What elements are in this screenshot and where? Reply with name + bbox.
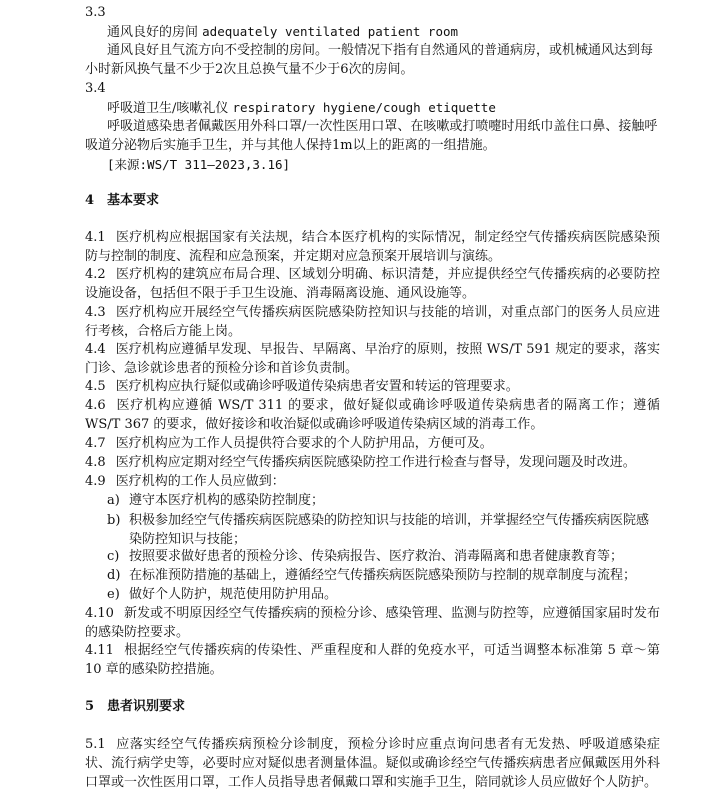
list-marker: a)	[107, 493, 120, 508]
chapter-heading	[85, 191, 159, 210]
clause-text: 医疗机构应定期对经空气传播疾病医院感染防控工作进行检查与督导，发现问题及时改进。	[115, 455, 636, 470]
clause-number: 4.6	[85, 398, 106, 413]
term-source: [来源:WS/T 311—2023,3.16]	[107, 157, 291, 172]
clause-4-10	[85, 604, 660, 642]
list-marker: e)	[107, 587, 120, 602]
clause-number: 4.7	[85, 436, 106, 451]
list-text: 做好个人防护，规范使用防护用品。	[129, 587, 338, 602]
clause-text: 医疗机构应遵循 WS/T 311 的要求，做好疑似或确诊呼吸道传染病患者的隔离工作；遵循 WS/T 367 的要求，做好接诊和收治疑似或确诊呼吸道传染病区域的消毒工作。	[85, 398, 660, 432]
clause-text: 医疗机构应开展经空气传播疾病医院感染防控知识与技能的培训，对重点部门的医务人员应进行考核，合格后方能上岗。	[85, 305, 660, 339]
list-item	[107, 511, 660, 549]
chapter-title: 患者识别要求	[107, 699, 186, 714]
list-item	[107, 585, 660, 604]
term-number: 3.3	[85, 5, 106, 20]
clause-4-6	[85, 396, 660, 434]
term-title-en: respiratory hygiene/cough etiquette	[232, 100, 496, 115]
list-item	[107, 566, 660, 585]
term-definition: 通风良好且气流方向不受控制的房间。一般情况下指有自然通风的普通病房，或机械通风达到每小时新风换气量不少于2次且总换气量不少于6次的房间。	[85, 43, 654, 77]
clause-number: 4.3	[85, 305, 106, 320]
term-title-en: adequately ventilated patient room	[202, 24, 459, 39]
clause-4-11	[85, 641, 660, 679]
clause-4-7	[85, 434, 660, 453]
clause-number: 4.4	[85, 342, 106, 357]
term-title-zh: 呼吸道卫生/咳嗽礼仪	[107, 101, 229, 116]
clause-number: 4.10	[85, 606, 114, 621]
clause-text: 医疗机构应执行疑似或确诊呼吸道传染病患者安置和转运的管理要求。	[115, 379, 519, 394]
clause-text: 医疗机构应为工作人员提供符合要求的个人防护用品，方便可及。	[115, 436, 493, 451]
clause-number: 4.5	[85, 379, 106, 394]
clause-4-2	[85, 265, 660, 303]
clause-4-1	[85, 228, 660, 266]
clause-number: 4.2	[85, 267, 106, 282]
clause-4-5	[85, 377, 660, 396]
list-text: 积极参加经空气传播疾病医院感染的防控知识与技能的培训，并掌握经空气传播疾病医院感染防控知识与技能；	[129, 513, 650, 547]
clause-4-9	[85, 472, 660, 491]
clause-number: 4.1	[85, 230, 106, 245]
term-title-zh: 通风良好的房间	[107, 25, 199, 40]
chapter-number: 4	[85, 193, 95, 208]
list-marker: b)	[107, 513, 121, 528]
clause-4-4	[85, 340, 660, 378]
list-marker: c)	[107, 549, 120, 564]
clause-text: 新发或不明原因经空气传播疾病的预检分诊、感染管理、监测与防控等，应遵循国家届时发布的感染防控要求。	[85, 606, 660, 640]
clause-number: 4.8	[85, 455, 106, 470]
clause-number: 4.11	[85, 643, 114, 658]
term-number: 3.4	[85, 81, 106, 96]
clause-text: 应落实经空气传播疾病预检分诊制度，预检分诊时应重点询问患者有无发热、呼吸道感染症状、流行病学史等，必要时应对疑似患者测量体温。疑似或确诊经空气传播疾病患者应佩戴医用外科口罩或一次性医用口罩，工作人员指导患者佩戴口罩和实施手卫生，陪同就诊人员应做好个人防护。	[85, 737, 660, 790]
list-marker: d)	[107, 568, 121, 583]
list-text: 在标准预防措施的基础上，遵循经空气传播疾病医院感染预防与控制的规章制度与流程；	[129, 568, 637, 583]
chapter-number: 5	[85, 699, 95, 714]
list-item	[107, 547, 660, 566]
term-definition: 呼吸道感染患者佩戴医用外科口罩/一次性医用口罩、在咳嗽或打喷嚏时用纸巾盖住口鼻、接触呼吸道分泌物后实施手卫生，并与其他人保持1m以上的距离的一组措施。	[85, 119, 658, 153]
clause-number: 4.9	[85, 474, 106, 489]
list-text: 遵守本医疗机构的感染防控制度；	[129, 493, 325, 508]
clause-text: 医疗机构的建筑应布局合理、区域划分明确、标识清楚，并应提供经空气传播疾病的必要防控设施设备，包括但不限于手卫生设施、消毒隔离设施、通风设施等。	[85, 267, 660, 301]
chapter-heading	[85, 697, 185, 716]
clause-4-8	[85, 453, 660, 472]
chapter-title: 基本要求	[107, 193, 160, 208]
clause-text: 根据经空气传播疾病的传染性、严重程度和人群的免疫水平，可适当调整本标准第 5 章～第 10 章的感染防控措施。	[85, 643, 660, 677]
clause-text: 医疗机构应遵循早发现、早报告、早隔离、早治疗的原则，按照 WS/T 591 规定的要求，落实门诊、急诊就诊患者的预检分诊和首诊负责制。	[85, 342, 660, 376]
clause-text: 医疗机构应根据国家有关法规，结合本医疗机构的实际情况，制定经空气传播疾病医院感染预防与控制的制度、流程和应急预案，并定期对应急预案开展培训与演练。	[85, 230, 660, 264]
list-text: 按照要求做好患者的预检分诊、传染病报告、医疗救治、消毒隔离和患者健康教育等；	[129, 549, 624, 564]
clause-text: 医疗机构的工作人员应做到：	[115, 474, 285, 489]
clause-4-3	[85, 303, 660, 341]
clause-number: 5.1	[85, 737, 106, 752]
list-item	[107, 491, 660, 510]
clause-5-1	[85, 735, 660, 792]
term-title	[107, 22, 458, 42]
term-title	[107, 98, 496, 118]
